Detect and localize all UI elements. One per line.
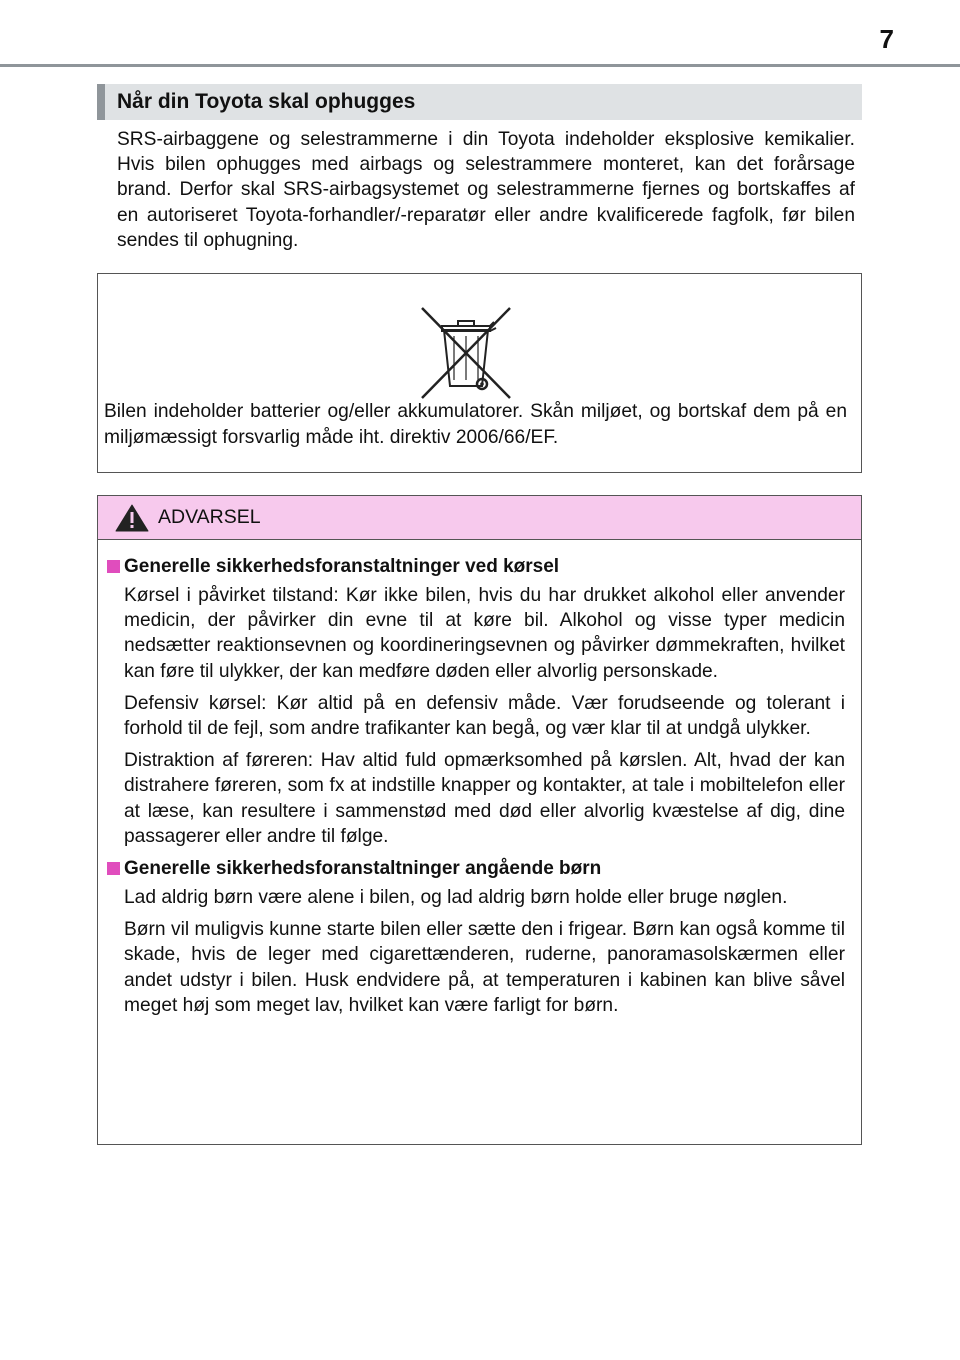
warning-paragraph: Distraktion af føreren: Hav altid fuld opmærksomhed på kørslen. Alt, hvad der kan distrahere føreren, som fx at indstille knapper og kontakter, at tale i mobiltelefon eller at læse, kan resultere i sammenstød med død eller alvorlig kvæstelse af dig, dine passagerer eller andre til følge. [124, 750, 845, 847]
warning-paragraph: Kørsel i påvirket tilstand: Kør ikke bilen, hvis du har drukket alkohol eller anvender medicin, der påvirker din evne til at køre bil. Alkohol og visse typer medicin nedsætter reaktionsevnen og koordineringsevnen og påvirker dømmekraften, hvilket kan føre til ulykker, der kan medføre døden eller alvorlig personskade. [124, 585, 845, 682]
warning-triangle-icon [115, 504, 149, 532]
warning-subheading-driving [98, 554, 861, 579]
warning-paragraph: Lad aldrig børn være alene i bilen, og lad aldrig børn holde eller bruge nøglen. [124, 887, 788, 909]
bullet-square-icon [107, 862, 120, 875]
top-rule [0, 64, 960, 67]
section-heading: Når din Toyota skal ophugges [97, 84, 862, 120]
subheading-text: Generelle sikkerhedsforanstaltninger ved kørsel [124, 556, 560, 577]
bullet-square-icon [107, 560, 120, 573]
crossed-out-wheelie-bin-icon [418, 306, 514, 402]
warning-header [98, 496, 861, 540]
warning-paragraph: Defensiv kørsel: Kør altid på en defensiv måde. Vær forudseende og tolerant i forhold til de fejl, som andre trafikanter kan begå, og vær klar til at undgå ulykker. [124, 692, 845, 740]
warning-label: ADVARSEL [158, 506, 261, 528]
warning-body [98, 554, 861, 1025]
page-number: 7 [879, 24, 894, 54]
warning-subheading-children [98, 856, 861, 881]
recycle-notice-box [97, 273, 862, 473]
intro-paragraph: SRS-airbaggene og selestrammerne i din Toyota indeholder eksplosive kemikalier. Hvis bilen ophugges med airbags og selestrammere monteret, kan det forårsage brand. Derfor skal SRS-airbagsystemet og selestrammerne fjernes og bortskaffes af en autoriseret Toyota-forhandler/-reparatør eller andre kvalificerede fagfolk, før bilen sendes til ophugning. [117, 129, 855, 251]
warning-box [97, 495, 862, 1145]
warning-paragraph: Børn vil muligvis kunne starte bilen eller sætte den i frigear. Børn kan også komme til skade, hvis de leger med cigarettænderen, ruderne, panoramasolskærmen eller andet udstyr i bilen. Husk endvidere på, at temperaturen i kabinen kan blive såvel meget høj som meget lav, hvilket kan være farligt for børn. [124, 919, 845, 1016]
subheading-text: Generelle sikkerhedsforanstaltninger angående børn [124, 858, 602, 880]
recycle-notice-text: Bilen indeholder batterier og/eller akkumulatorer. Skån miljøet, og bortskaf dem på en miljømæssigt forsvarlig måde iht. direktiv 2006/66/EF. [104, 401, 847, 448]
